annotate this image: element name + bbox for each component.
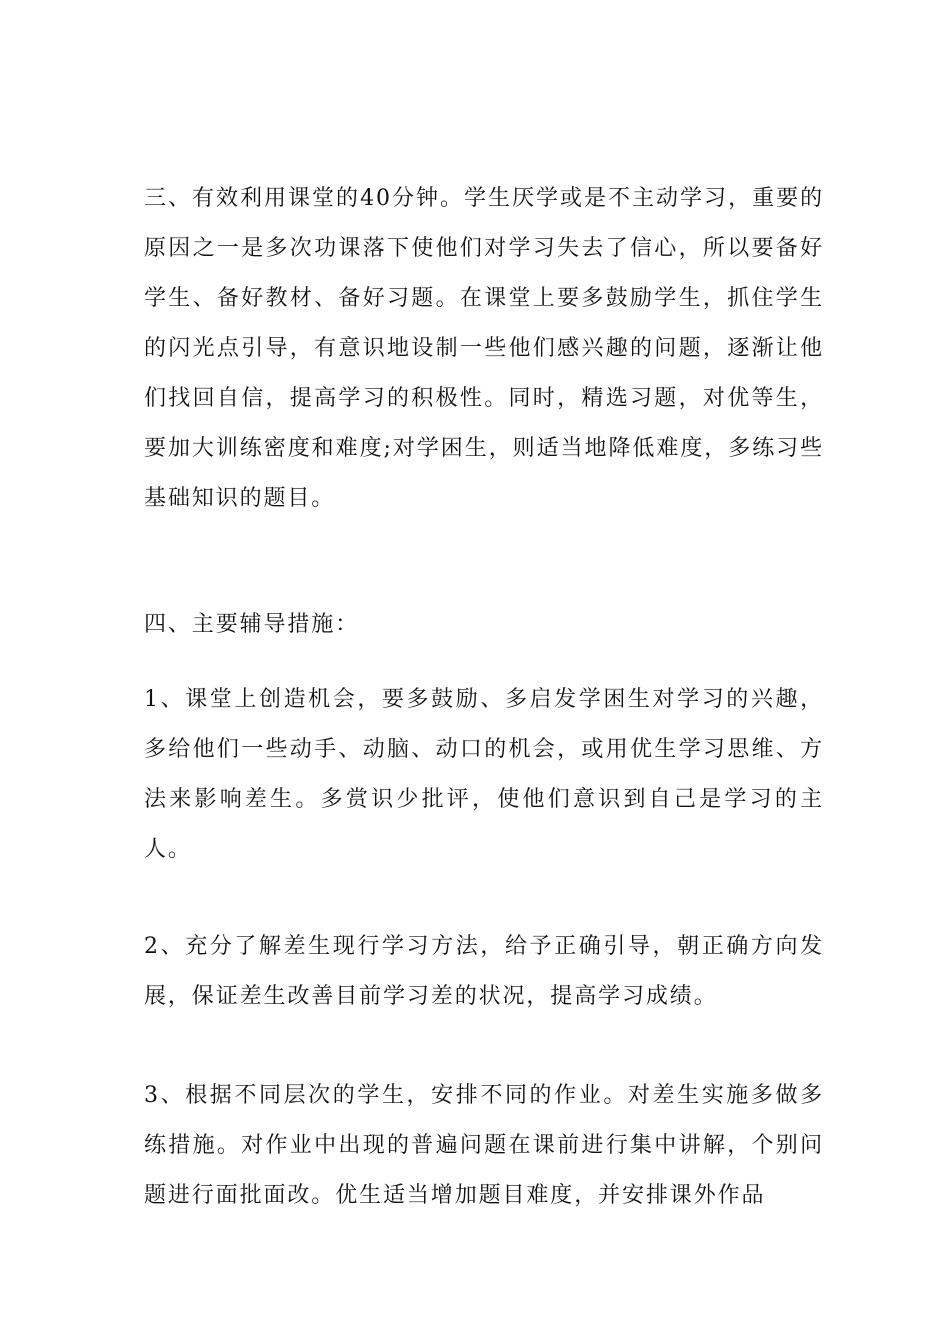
paragraph-classroom-40-minutes: 三、有效利用课堂的40分钟。学生厌学或是不主动学习，重要的原因之一是多次功课落下使他们对学习失去了信心，所以要备好学生、备好教材、备好习题。在课堂上要多鼓励学生，抓住学生的闪光点引导，有意识地设制一些他们感兴趣的问题，逐渐让他们找回自信，提高学习的积极性。同时，精选习题，对优等生，要加大训练密度和难度;对学困生，则适当地降低难度，多练习些基础知识的题目。 [144, 186, 824, 511]
section-heading-main-measures: 四、主要辅导措施： [144, 612, 360, 637]
measure-item-3: 3、根据不同层次的学生，安排不同的作业。对差生实施多做多练措施。对作业中出现的普遍问题在课前进行集中讲解，个别问题进行面批面改。优生适当增加题目难度，并安排课外作品 [144, 1083, 824, 1208]
measure-item-2: 2、充分了解差生现行学习方法，给予正确引导，朝正确方向发展，保证差生改善目前学习差的状况，提高学习成绩。 [144, 934, 824, 1009]
measure-item-1: 1、课堂上创造机会，要多鼓励、多启发学困生对学习的兴趣，多给他们一些动手、动脑、动口的机会，或用优生学习思维、方法来影响差生。多赏识少批评，使他们意识到自己是学习的主人。 [144, 687, 824, 862]
